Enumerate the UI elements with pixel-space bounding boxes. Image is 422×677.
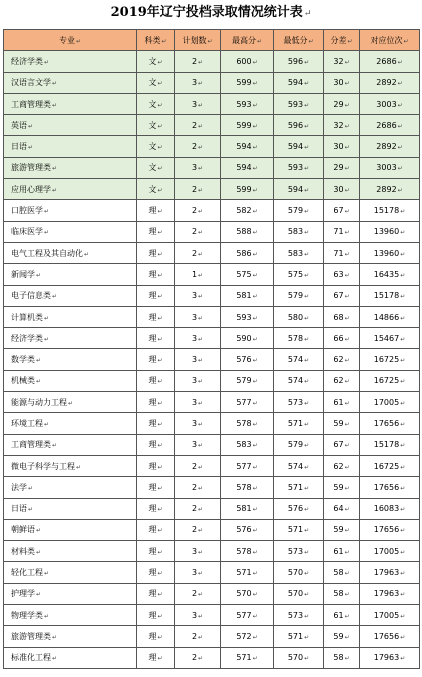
cell-diff: 30↵ <box>324 72 360 93</box>
cell-max: 600↵ <box>221 51 274 72</box>
cell-plan: 3↵ <box>175 328 221 349</box>
cell-plan: 3↵ <box>175 285 221 306</box>
table-row <box>4 349 420 370</box>
cell-plan: 3↵ <box>175 93 221 114</box>
cell-major: 汉语言文学↵ <box>4 72 137 93</box>
cell-type: 理↵ <box>137 200 175 221</box>
table-row <box>4 200 420 221</box>
title-text: 2019年辽宁投档录取情况统计表 <box>110 5 303 20</box>
cell-plan: 2↵ <box>175 136 221 157</box>
cell-type: 理↵ <box>137 306 175 327</box>
header-rank: 对应位次↵ <box>360 30 420 51</box>
cell-major: 物理学类↵ <box>4 605 137 626</box>
cell-max: 578↵ <box>221 413 274 434</box>
cell-max: 594↵ <box>221 136 274 157</box>
header-row <box>4 30 420 51</box>
cell-plan: 2↵ <box>175 519 221 540</box>
cell-rank: 17005↵ <box>360 541 420 562</box>
cell-plan: 2↵ <box>175 455 221 476</box>
cell-type: 文↵ <box>137 179 175 200</box>
cell-type: 理↵ <box>137 285 175 306</box>
cell-min: 574↵ <box>274 349 324 370</box>
cell-max: 570↵ <box>221 583 274 604</box>
cell-diff: 29↵ <box>324 93 360 114</box>
cell-min: 596↵ <box>274 51 324 72</box>
cell-min: 574↵ <box>274 455 324 476</box>
cell-type: 理↵ <box>137 562 175 583</box>
table-row <box>4 413 420 434</box>
cell-max: 599↵ <box>221 115 274 136</box>
cell-rank: 16725↵ <box>360 370 420 391</box>
table-row <box>4 392 420 413</box>
table-row <box>4 157 420 178</box>
cell-rank: 17656↵ <box>360 519 420 540</box>
cell-type: 理↵ <box>137 242 175 263</box>
cell-rank: 17963↵ <box>360 583 420 604</box>
cell-min: 579↵ <box>274 200 324 221</box>
cell-plan: 3↵ <box>175 157 221 178</box>
table-row <box>4 519 420 540</box>
cell-min: 571↵ <box>274 477 324 498</box>
header-plan: 计划数↵ <box>175 30 221 51</box>
cell-max: 578↵ <box>221 541 274 562</box>
cell-major: 环境工程↵ <box>4 413 137 434</box>
cell-diff: 62↵ <box>324 349 360 370</box>
table-row <box>4 370 420 391</box>
cell-plan: 1↵ <box>175 264 221 285</box>
cell-rank: 2686↵ <box>360 51 420 72</box>
cell-diff: 32↵ <box>324 51 360 72</box>
cell-rank: 2892↵ <box>360 136 420 157</box>
cell-max: 577↵ <box>221 605 274 626</box>
cell-max: 577↵ <box>221 455 274 476</box>
cell-max: 571↵ <box>221 647 274 668</box>
cell-type: 理↵ <box>137 370 175 391</box>
cell-diff: 63↵ <box>324 264 360 285</box>
cell-plan: 2↵ <box>175 626 221 647</box>
cell-rank: 16725↵ <box>360 349 420 370</box>
cell-rank: 17005↵ <box>360 392 420 413</box>
cell-max: 577↵ <box>221 392 274 413</box>
cell-major: 日语↵ <box>4 136 137 157</box>
cell-major: 临床医学↵ <box>4 221 137 242</box>
cell-plan: 2↵ <box>175 477 221 498</box>
cell-plan: 3↵ <box>175 306 221 327</box>
cell-diff: 61↵ <box>324 392 360 413</box>
cell-min: 594↵ <box>274 136 324 157</box>
cell-plan: 2↵ <box>175 498 221 519</box>
cell-plan: 3↵ <box>175 605 221 626</box>
cell-major: 经济学类↵ <box>4 328 137 349</box>
cell-max: 576↵ <box>221 349 274 370</box>
cell-rank: 2686↵ <box>360 115 420 136</box>
table-row <box>4 136 420 157</box>
cell-major: 旅游管理类↵ <box>4 157 137 178</box>
cell-type: 理↵ <box>137 264 175 285</box>
cell-diff: 58↵ <box>324 562 360 583</box>
cell-rank: 15178↵ <box>360 200 420 221</box>
cell-plan: 3↵ <box>175 370 221 391</box>
cell-plan: 3↵ <box>175 72 221 93</box>
cell-type: 文↵ <box>137 51 175 72</box>
table-row <box>4 221 420 242</box>
cell-plan: 2↵ <box>175 51 221 72</box>
table-row <box>4 605 420 626</box>
cell-type: 理↵ <box>137 605 175 626</box>
cell-rank: 2892↵ <box>360 72 420 93</box>
table-row <box>4 562 420 583</box>
table-row <box>4 583 420 604</box>
cell-min: 571↵ <box>274 413 324 434</box>
cell-rank: 17656↵ <box>360 477 420 498</box>
cell-max: 590↵ <box>221 328 274 349</box>
header-major: 专业↵ <box>4 30 137 51</box>
cell-max: 576↵ <box>221 519 274 540</box>
cell-major: 新闻学↵ <box>4 264 137 285</box>
table-row <box>4 51 420 72</box>
cell-diff: 71↵ <box>324 221 360 242</box>
cell-type: 理↵ <box>137 328 175 349</box>
cell-plan: 2↵ <box>175 200 221 221</box>
cell-major: 应用心理学↵ <box>4 179 137 200</box>
cell-diff: 64↵ <box>324 498 360 519</box>
cell-max: 594↵ <box>221 157 274 178</box>
table-row <box>4 541 420 562</box>
cell-max: 583↵ <box>221 434 274 455</box>
cell-max: 586↵ <box>221 242 274 263</box>
header-diff: 分差↵ <box>324 30 360 51</box>
cell-diff: 58↵ <box>324 647 360 668</box>
cell-type: 理↵ <box>137 498 175 519</box>
cell-min: 594↵ <box>274 179 324 200</box>
cell-major: 计算机类↵ <box>4 306 137 327</box>
table-row <box>4 285 420 306</box>
table-row <box>4 306 420 327</box>
cell-major: 工商管理类↵ <box>4 93 137 114</box>
cell-rank: 13960↵ <box>360 221 420 242</box>
cell-min: 594↵ <box>274 72 324 93</box>
cell-min: 574↵ <box>274 370 324 391</box>
cell-diff: 30↵ <box>324 136 360 157</box>
cell-min: 570↵ <box>274 562 324 583</box>
cell-rank: 17963↵ <box>360 562 420 583</box>
cell-plan: 2↵ <box>175 179 221 200</box>
cell-max: 582↵ <box>221 200 274 221</box>
cell-diff: 58↵ <box>324 583 360 604</box>
header-max: 最高分↵ <box>221 30 274 51</box>
cell-diff: 59↵ <box>324 626 360 647</box>
cell-min: 570↵ <box>274 583 324 604</box>
cell-min: 571↵ <box>274 626 324 647</box>
table-row <box>4 328 420 349</box>
cell-major: 法学↵ <box>4 477 137 498</box>
cell-type: 理↵ <box>137 455 175 476</box>
cell-max: 571↵ <box>221 562 274 583</box>
cell-type: 文↵ <box>137 115 175 136</box>
cell-rank: 15178↵ <box>360 434 420 455</box>
cell-rank: 17656↵ <box>360 413 420 434</box>
cell-major: 英语↵ <box>4 115 137 136</box>
cell-plan: 3↵ <box>175 392 221 413</box>
cell-major: 材料类↵ <box>4 541 137 562</box>
cell-rank: 2892↵ <box>360 179 420 200</box>
cell-min: 579↵ <box>274 434 324 455</box>
cell-min: 573↵ <box>274 605 324 626</box>
cell-plan: 2↵ <box>175 647 221 668</box>
table-row <box>4 647 420 668</box>
cell-type: 理↵ <box>137 647 175 668</box>
cell-major: 数学类↵ <box>4 349 137 370</box>
table-row <box>4 434 420 455</box>
cell-type: 理↵ <box>137 434 175 455</box>
cell-plan: 3↵ <box>175 562 221 583</box>
cell-rank: 17656↵ <box>360 626 420 647</box>
cell-min: 583↵ <box>274 242 324 263</box>
cell-plan: 2↵ <box>175 583 221 604</box>
cell-rank: 17963↵ <box>360 647 420 668</box>
cell-diff: 30↵ <box>324 179 360 200</box>
cell-plan: 2↵ <box>175 115 221 136</box>
cell-min: 580↵ <box>274 306 324 327</box>
cell-min: 573↵ <box>274 392 324 413</box>
cell-type: 理↵ <box>137 519 175 540</box>
cell-type: 理↵ <box>137 221 175 242</box>
cell-type: 文↵ <box>137 72 175 93</box>
cell-min: 579↵ <box>274 285 324 306</box>
table-row <box>4 179 420 200</box>
cell-diff: 68↵ <box>324 306 360 327</box>
table-row <box>4 264 420 285</box>
cell-major: 旅游管理类↵ <box>4 626 137 647</box>
cell-major: 工商管理类↵ <box>4 434 137 455</box>
cell-diff: 61↵ <box>324 541 360 562</box>
cell-type: 理↵ <box>137 541 175 562</box>
cell-min: 578↵ <box>274 328 324 349</box>
cell-min: 575↵ <box>274 264 324 285</box>
cell-major: 电气工程及其自动化↵ <box>4 242 137 263</box>
header-type: 科类↵ <box>137 30 175 51</box>
cell-major: 标准化工程↵ <box>4 647 137 668</box>
cell-diff: 29↵ <box>324 157 360 178</box>
cell-diff: 67↵ <box>324 200 360 221</box>
cell-type: 文↵ <box>137 136 175 157</box>
cell-major: 经济学类↵ <box>4 51 137 72</box>
cell-max: 578↵ <box>221 477 274 498</box>
cell-diff: 59↵ <box>324 477 360 498</box>
admission-stats-table <box>3 29 420 669</box>
cell-diff: 61↵ <box>324 605 360 626</box>
cell-rank: 3003↵ <box>360 157 420 178</box>
cell-type: 理↵ <box>137 392 175 413</box>
cell-min: 570↵ <box>274 647 324 668</box>
cell-max: 572↵ <box>221 626 274 647</box>
cell-rank: 15467↵ <box>360 328 420 349</box>
cell-type: 文↵ <box>137 93 175 114</box>
cell-max: 599↵ <box>221 179 274 200</box>
table-row <box>4 498 420 519</box>
table-row <box>4 626 420 647</box>
cell-max: 579↵ <box>221 370 274 391</box>
cell-max: 588↵ <box>221 221 274 242</box>
cell-type: 理↵ <box>137 626 175 647</box>
cell-diff: 66↵ <box>324 328 360 349</box>
cell-major: 微电子科学与工程↵ <box>4 455 137 476</box>
header-min: 最低分↵ <box>274 30 324 51</box>
cell-max: 593↵ <box>221 306 274 327</box>
cell-type: 理↵ <box>137 477 175 498</box>
table-row <box>4 72 420 93</box>
cell-major: 电子信息类↵ <box>4 285 137 306</box>
cell-rank: 3003↵ <box>360 93 420 114</box>
cell-major: 护理学↵ <box>4 583 137 604</box>
cell-min: 596↵ <box>274 115 324 136</box>
cell-diff: 62↵ <box>324 370 360 391</box>
page-title <box>0 4 422 23</box>
cell-min: 583↵ <box>274 221 324 242</box>
cell-diff: 32↵ <box>324 115 360 136</box>
cell-major: 朝鲜语↵ <box>4 519 137 540</box>
cell-diff: 59↵ <box>324 413 360 434</box>
cell-diff: 71↵ <box>324 242 360 263</box>
cell-plan: 3↵ <box>175 541 221 562</box>
cell-diff: 67↵ <box>324 434 360 455</box>
cell-type: 文↵ <box>137 157 175 178</box>
table-row <box>4 115 420 136</box>
cell-min: 573↵ <box>274 541 324 562</box>
cell-max: 581↵ <box>221 285 274 306</box>
table-row <box>4 455 420 476</box>
cell-diff: 62↵ <box>324 455 360 476</box>
cell-major: 能源与动力工程↵ <box>4 392 137 413</box>
cell-diff: 59↵ <box>324 519 360 540</box>
cell-plan: 2↵ <box>175 242 221 263</box>
cell-max: 581↵ <box>221 498 274 519</box>
cell-rank: 15178↵ <box>360 285 420 306</box>
cell-plan: 3↵ <box>175 434 221 455</box>
cell-min: 593↵ <box>274 157 324 178</box>
cell-rank: 16083↵ <box>360 498 420 519</box>
return-mark-icon: ↵ <box>303 9 312 19</box>
cell-min: 571↵ <box>274 519 324 540</box>
cell-plan: 3↵ <box>175 413 221 434</box>
cell-major: 口腔医学↵ <box>4 200 137 221</box>
cell-max: 575↵ <box>221 264 274 285</box>
cell-type: 理↵ <box>137 583 175 604</box>
cell-min: 593↵ <box>274 93 324 114</box>
cell-rank: 13960↵ <box>360 242 420 263</box>
cell-major: 日语↵ <box>4 498 137 519</box>
cell-plan: 3↵ <box>175 349 221 370</box>
cell-rank: 16725↵ <box>360 455 420 476</box>
table-row <box>4 477 420 498</box>
cell-rank: 14866↵ <box>360 306 420 327</box>
cell-diff: 67↵ <box>324 285 360 306</box>
cell-major: 轻化工程↵ <box>4 562 137 583</box>
table-row <box>4 93 420 114</box>
cell-type: 理↵ <box>137 349 175 370</box>
cell-plan: 2↵ <box>175 221 221 242</box>
cell-min: 576↵ <box>274 498 324 519</box>
cell-type: 理↵ <box>137 413 175 434</box>
cell-rank: 17005↵ <box>360 605 420 626</box>
cell-max: 593↵ <box>221 93 274 114</box>
cell-max: 599↵ <box>221 72 274 93</box>
table-row <box>4 242 420 263</box>
cell-rank: 16435↵ <box>360 264 420 285</box>
cell-major: 机械类↵ <box>4 370 137 391</box>
